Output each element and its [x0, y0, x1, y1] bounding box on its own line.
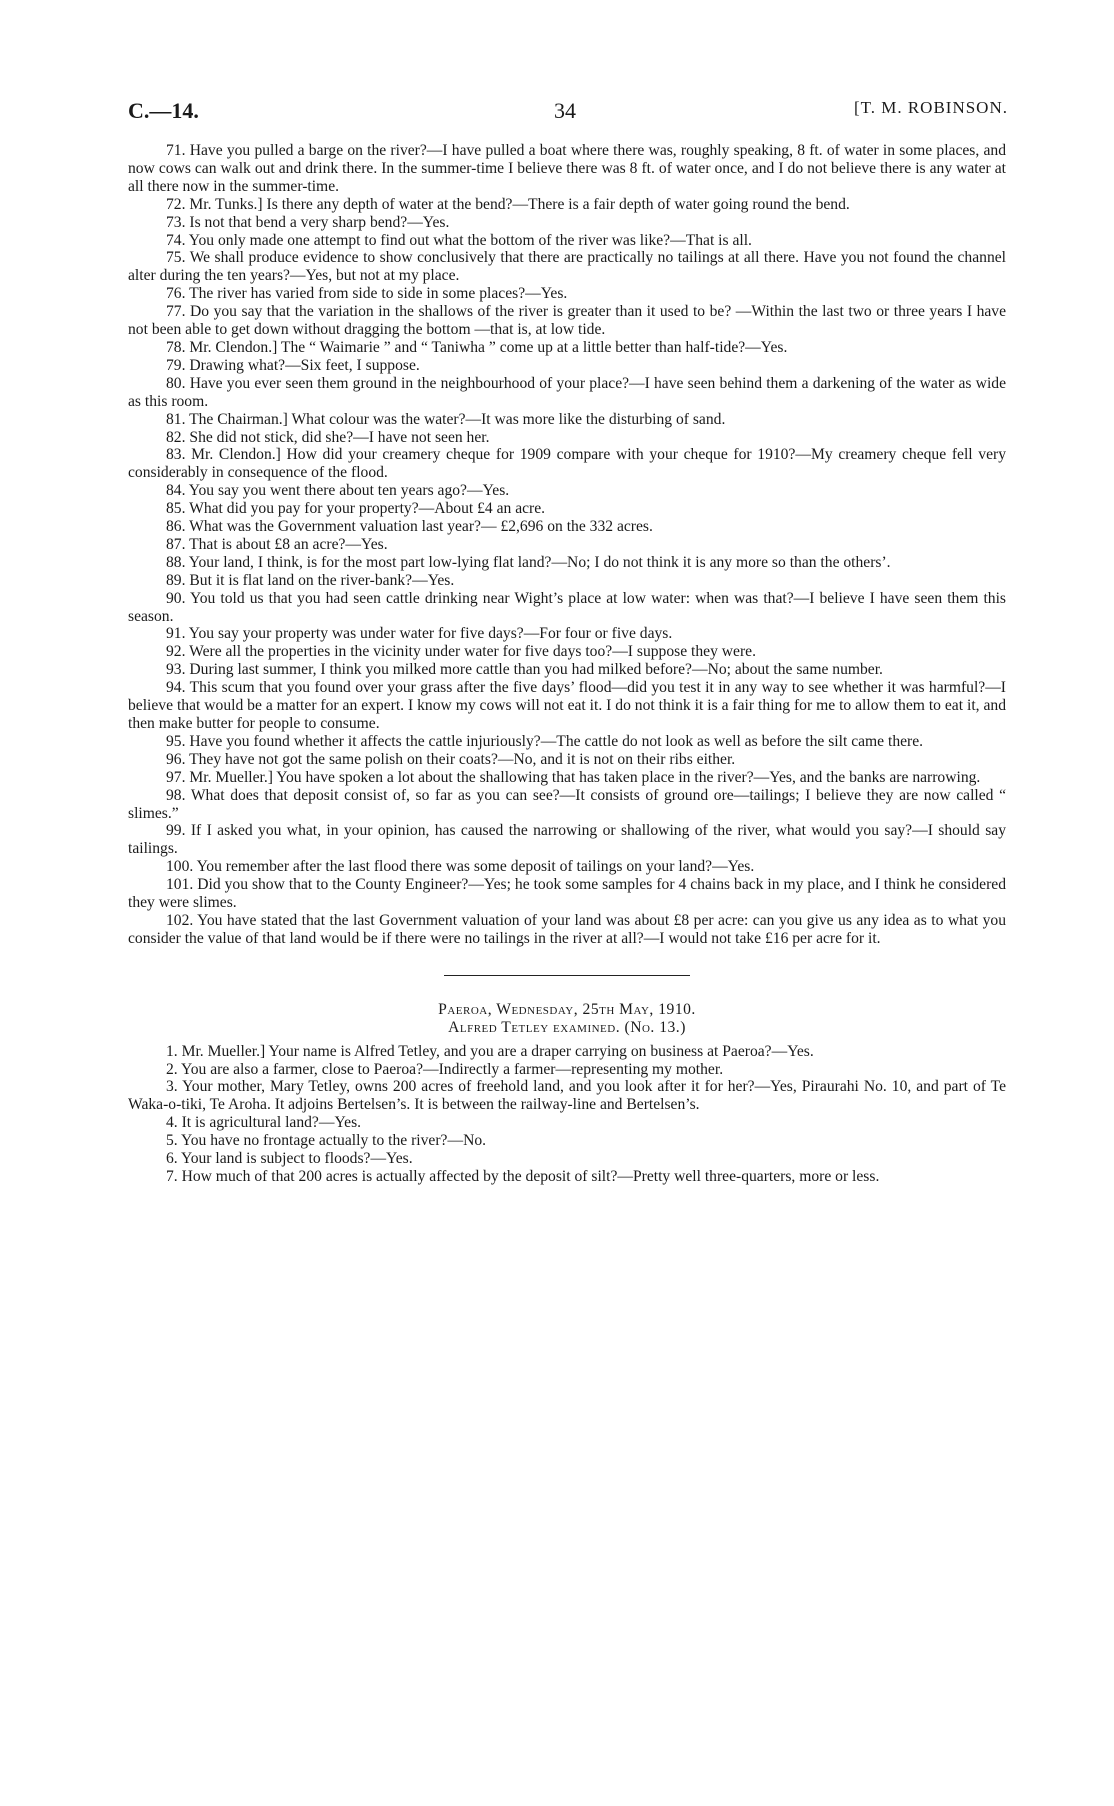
paragraph-q83: 83. Mr. Clendon.] How did your creamery cheque for 1909 compare with your cheque for 1910?—My creamery cheque fell very considerably in consequence of the flood. — [128, 446, 1006, 482]
paragraph-q94: 94. This scum that you found over your grass after the five days’ flood—did you test it in any way to see whether it was harmful?—I believe that would be a matter for an expert. I know my cows will not eat it. I do not think it is a fair thing for me to allow them to eat it, and then make butter for people to consume. — [128, 679, 1006, 732]
paragraph-q72: 72. Mr. Tunks.] Is there any depth of water at the bend?—There is a fair depth of water going round the bend. — [166, 195, 850, 213]
paragraph-q81: 81. The Chairman.] What colour was the water?—It was more like the disturbing of sand. — [166, 410, 726, 428]
paragraph-q89: 89. But it is flat land on the river-bank?—Yes. — [166, 571, 455, 589]
paragraph-t1: 1. Mr. Mueller.] Your name is Alfred Tetley, and you are a draper carrying on business at Paeroa?—Yes. — [166, 1042, 814, 1060]
paragraph-q82: 82. She did not stick, did she?—I have not seen her. — [166, 428, 490, 446]
paragraph-q95: 95. Have you found whether it affects the cattle injuriously?—The cattle do not look as well as before the silt came there. — [166, 732, 924, 750]
paragraph-q86: 86. What was the Government valuation last year?— £2,696 on the 332 acres. — [166, 518, 653, 536]
paragraph-q102: 102. You have stated that the last Government valuation of your land was about £8 per acre: can you give us any idea as to what you consider the value of that land would be if there were no tailings in the river at all?—I would not take £16 per acre for it. — [128, 911, 1006, 947]
paragraph-q96: 96. They have not got the same polish on their coats?—No, and it is not on their ribs either. — [166, 750, 736, 768]
paragraph-q88: 88. Your land, I think, is for the most part low-lying flat land?—No; I do not think it is any more so than the others’. — [166, 553, 891, 571]
section-heading: Paeroa, Wednesday, 25th May, 1910. — [438, 1000, 696, 1018]
paragraph-q97: 97. Mr. Mueller.] You have spoken a lot about the shallowing that has taken place in the river?—Yes, and the banks are narrowing. — [166, 768, 981, 786]
evidence-body — [128, 142, 1006, 1186]
page-header — [128, 98, 1008, 128]
paragraph-q75: 75. We shall produce evidence to show conclusively that there are practically no tailings at all there. Have you not found the channel alter during the ten years?—Yes, but not at my place. — [128, 249, 1006, 285]
paragraph-q76: 76. The river has varied from side to side in some places?—Yes. — [166, 285, 568, 303]
witness-name: [T. M. ROBINSON. — [853, 98, 1008, 117]
paragraph-t5: 5. You have no frontage actually to the river?—No. — [166, 1132, 487, 1150]
paragraph-q98: 98. What does that deposit consist of, so far as you can see?—It consists of ground ore—tailings; I believe they are now called “ slimes.” — [128, 786, 1006, 822]
witness-subheading: Alfred Tetley examined. (No. 13.) — [448, 1018, 686, 1036]
paragraph-t2: 2. You are also a farmer, close to Paeroa?—Indirectly a farmer—representing my mother. — [166, 1060, 724, 1078]
paragraph-q77: 77. Do you say that the variation in the shallows of the river is greater than it used to be? —Within the last two or three years I have not been able to get down without dragging the bottom —that is, at low tide. — [128, 303, 1006, 339]
document-reference: C.—14. — [128, 98, 199, 123]
paragraph-q90: 90. You told us that you had seen cattle drinking near Wight’s place at low water: when was that?—I believe I have seen them this season. — [128, 589, 1006, 625]
paragraph-q74: 74. You only made one attempt to find out what the bottom of the river was like?—That is all. — [166, 231, 752, 249]
paragraph-q80: 80. Have you ever seen them ground in the neighbourhood of your place?—I have seen behind them a darkening of the water as wide as this room. — [128, 374, 1006, 410]
paragraph-q100: 100. You remember after the last flood there was some deposit of tailings on your land?—Yes. — [166, 858, 755, 876]
paragraph-q92: 92. Were all the properties in the vicinity under water for five days too?—I suppose they were. — [166, 643, 756, 661]
paragraph-q87: 87. That is about £8 an acre?—Yes. — [166, 535, 388, 553]
paragraph-q78: 78. Mr. Clendon.] The “ Waimarie ” and “ Taniwha ” come up at a little better than half-tide?—Yes. — [166, 338, 788, 356]
page-number: 34 — [554, 98, 576, 123]
paragraph-q101: 101. Did you show that to the County Engineer?—Yes; he took some samples for 4 chains back in my place, and I think he considered they were slimes. — [128, 876, 1006, 912]
paragraph-t6: 6. Your land is subject to floods?—Yes. — [166, 1150, 413, 1168]
paragraph-q71: 71. Have you pulled a barge on the river?—I have pulled a boat where there was, roughly speaking, 8 ft. of water in some places, and now cows can walk out and drink there. In the summer-time I believe there was 8 ft. of water once, and I do not believe there is any water at all there now in the summer-time. — [128, 142, 1006, 195]
paragraph-q99: 99. If I asked you what, in your opinion, has caused the narrowing or shallowing of the river, what would you say?—I should say tailings. — [128, 822, 1006, 858]
paragraph-q84: 84. You say you went there about ten years ago?—Yes. — [166, 482, 510, 500]
paragraph-q85: 85. What did you pay for your property?—About £4 an acre. — [166, 500, 546, 518]
paragraph-t7: 7. How much of that 200 acres is actually affected by the deposit of silt?—Pretty well three-quarters, more or less. — [166, 1167, 880, 1185]
paragraph-q93: 93. During last summer, I think you milked more cattle than you had milked before?—No; about the same number. — [166, 661, 883, 679]
paragraph-t3: 3. Your mother, Mary Tetley, owns 200 acres of freehold land, and you look after it for her?—Yes, Piraurahi No. 10, and part of Te Waka-o-tiki, Te Aroha. It adjoins Bertelsen’s. It is between the railway-line and Bertelsen’s. — [128, 1078, 1006, 1114]
paragraph-q91: 91. You say your property was under water for five days?—For four or five days. — [166, 625, 673, 643]
section-divider — [444, 975, 690, 976]
paragraph-q73: 73. Is not that bend a very sharp bend?—Yes. — [166, 213, 450, 231]
paragraph-t4: 4. It is agricultural land?—Yes. — [166, 1114, 362, 1132]
paragraph-q79: 79. Drawing what?—Six feet, I suppose. — [166, 356, 420, 374]
